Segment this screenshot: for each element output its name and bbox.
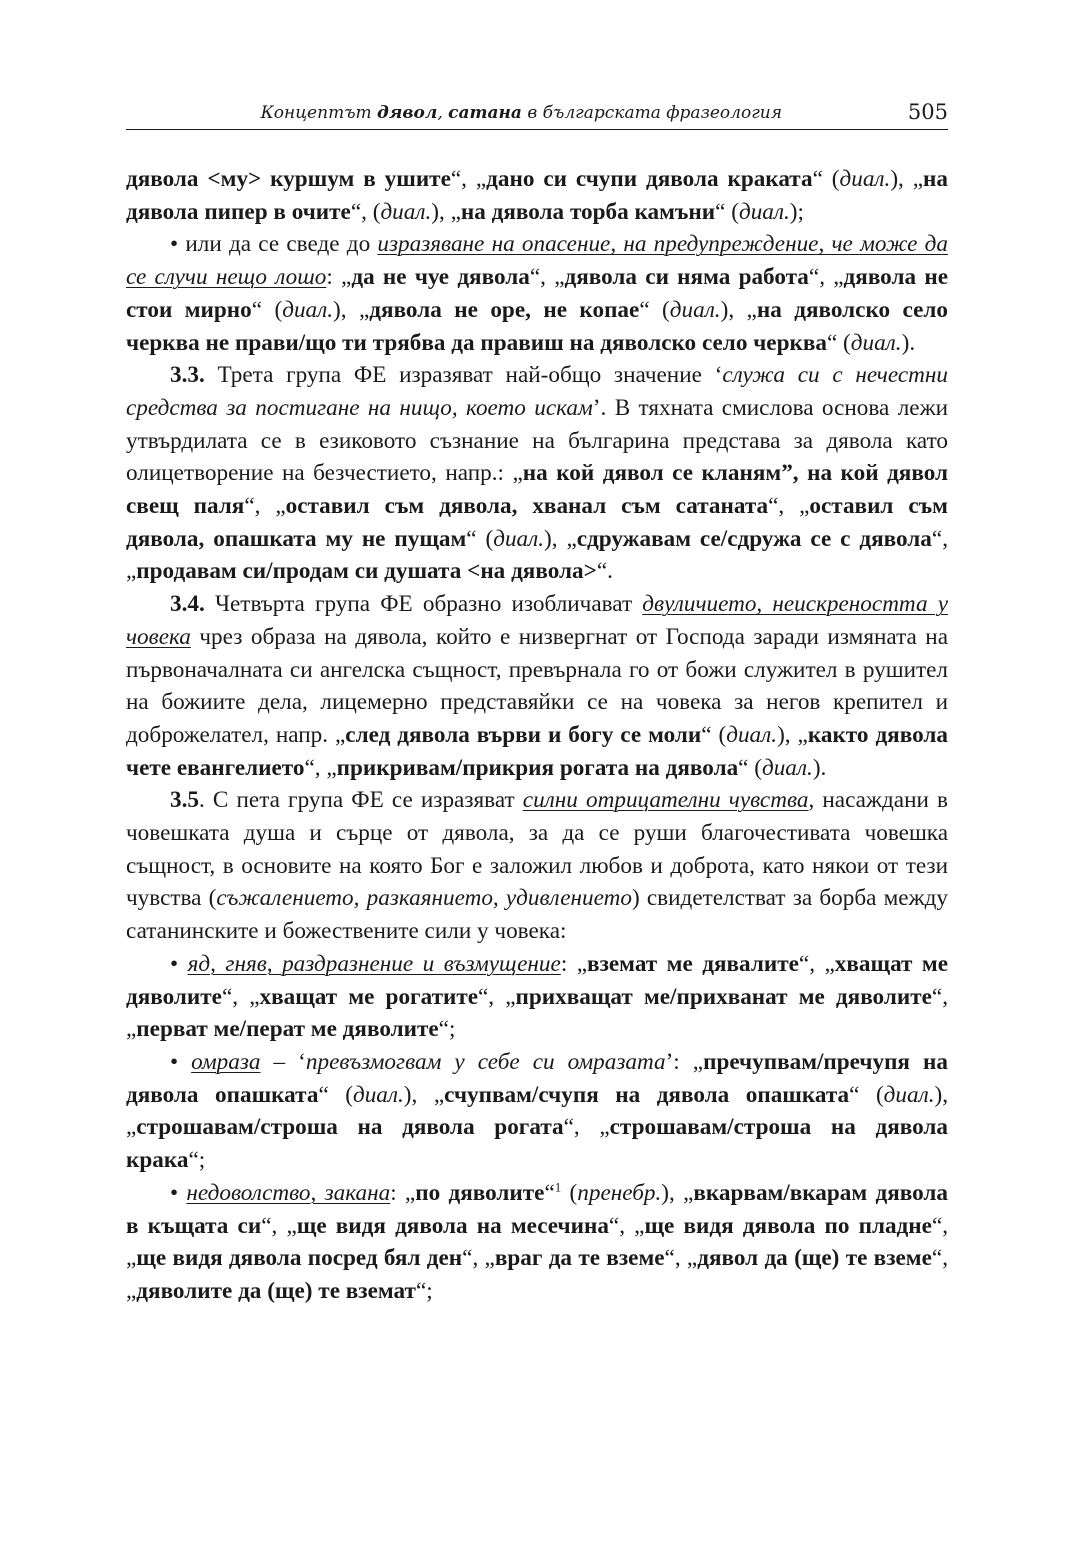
body-text [126, 163, 948, 1308]
label-dial: диал. [738, 198, 790, 225]
phrase: перват ме/перат ме дяволите [136, 1016, 439, 1043]
bullet-anger: • яд, гняв, раздразнение и възмущение: „вземат ме дявалите“, „хващат ме дяволите“, „хващат ме рогатите“, „прихващат ме/прихванат ме дяволите“, „перват ме/перат ме дяволите“; [126, 950, 949, 1043]
underlined-meaning: омраза [191, 1048, 261, 1075]
phrase: продавам си/продам си душата <на дявола> [136, 558, 597, 585]
phrase: ще видя дявола посред бял ден [136, 1245, 463, 1272]
running-title-term: сатана [448, 103, 522, 123]
label-dial: диал. [883, 1081, 935, 1108]
phrase: оставил съм дявола, опашката му не пущам [126, 493, 948, 552]
phrase: дявола не стои мирно [126, 264, 948, 323]
page-number: 505 [907, 100, 948, 124]
section-3-3: 3.3. Трета група ФЕ изразяват най-общо значение ‘служа си с нечестни средства за постигане на нищо, което искам’. В тяхната смислова основа лежи утвърдилата се в езиковото съзнание на българина представа за дявола като олицетворение на безчестието, напр.: „на кой дявол се кланям”, на кой дявол свещ паля“, „оставил съм дявола, хванал съм сатаната“, „оставил съм дявола, опашката му не пущам“ (диал.), „сдружавам се/сдружа се с дявола“, „продавам си/продам си душата <на дявола>“. [126, 362, 948, 585]
phrase: по дяволите [415, 1179, 545, 1206]
section-3-4: 3.4. Четвърта група ФЕ образно изобличават двуличието, неискреността у човека чрез образа на дявола, който е низвергнат от Господа заради измяната на първоначалната си ангелска същност, превърнала го от божи служител в рушител на божиите дела, лицемерно представяйки се на човека за негов крепител и доброжелател, напр. „след дявола върви и богу се моли“ (диал.), „както дявола чете евангелието“, „прикривам/прикрия рогата на дявола“ (диал.). [126, 591, 949, 781]
phrase: дано си счупи дявола краката [486, 166, 813, 192]
phrase: дяволите да (ще) те вземат [136, 1277, 416, 1304]
phrase: вземат ме дявалите [587, 950, 799, 977]
book-page [126, 0, 948, 1550]
underlined-meaning: двуличието, неискреността у човека [126, 591, 949, 650]
phrase: враг да те вземе [494, 1245, 665, 1272]
bullet-discontent: • недоволство, закана: „по дяволите“$^1$ (пренебр.), „вкарвам/вкарам дявола в къщата си“, „ще видя дявола на месечина“, „ще видя дявола по пладне“, „ще видя дявола посред бял ден“, „враг да те вземе“, „дявол да (ще) те вземе“, „дяволите да (ще) те вземат“; [126, 1179, 949, 1304]
label-dial: диал. [380, 198, 432, 225]
phrase: дявола не оре, не копае [369, 296, 640, 323]
phrase: както дявола чете евангелието [126, 721, 948, 781]
phrase: строшавам/строша на дявола крака [126, 1114, 948, 1174]
phrase: вкарвам/вкарам дявола в къщата си [126, 1179, 949, 1239]
section-number: 3.5 [170, 787, 199, 814]
underlined-meaning: изразяване на опасение, на предупреждение, че може да се случи нещо лошо [126, 231, 948, 291]
phrase: счупвам/счупя на дявола опашката [444, 1081, 850, 1108]
section-number: 3.4. [170, 591, 205, 618]
phrase: да не чуе дявола [351, 264, 530, 291]
running-title: Концептът дявол, сатана в българската фразеология [260, 103, 782, 123]
phrase: хващат ме рогатите [259, 983, 478, 1010]
phrase: сдружавам се/сдружа се с дявола [576, 525, 932, 552]
phrase: след дявола върви и богу се моли [345, 721, 702, 748]
bullet-warning: • или да се сведе до изразяване на опасение, на предупреждение, че може да се случи нещо лошо: „да не чуе дявола“, „дявола си няма работа“, „дявола не стои мирно“ (диал.), „дявола не оре, не копае“ (диал.), „на дяволско село черква не прави/що ти трябва да правиш на дяволско село черква“ (диал.). [126, 231, 949, 356]
italic-examples: съжалението, разкаянието, удивлението [216, 885, 632, 912]
phrase: на дяволско село черква не прави/що ти трябва да правиш на дяволско село черква [126, 296, 949, 356]
page-header [126, 101, 948, 130]
label-dial: диал. [669, 296, 721, 323]
phrase: хващат ме дяволите [126, 950, 949, 1010]
phrase: пречупвам/пречупя на дявола опашката [126, 1048, 948, 1108]
phrase: оставил съм дявола, хванал съм сатаната [285, 493, 769, 520]
phrase: дявола <му> куршум в ушите [126, 166, 451, 192]
phrase: на дявола пипер в очите [126, 166, 949, 225]
label-dial: диал. [839, 166, 891, 192]
phrase: на кой дявол се кланям”, на кой дявол свещ паля [126, 460, 948, 520]
label-dial: диал. [493, 525, 545, 552]
meaning-gloss: превъзмогвам у себе си омразата [305, 1048, 666, 1075]
phrase: дявол да (ще) те вземе [697, 1245, 932, 1272]
phrase: строшавам/строша на дявола рогата [136, 1114, 564, 1141]
phrase: дявола си няма работа [564, 264, 809, 291]
phrase: ще видя дявола по пладне [644, 1212, 932, 1239]
label-dial: диал. [850, 329, 902, 356]
section-3-5: 3.5. С пета група ФЕ се изразяват силни отрицателни чувства, насаждани в човешката душа и сърце от дявола, за да се руши благочестивата човешка същност, в основите на която Бог е заложил любов и доброта, като някои от тези чувства (съжалението, разкаянието, удивлението) свидетелстват за борба между сатанинските и божествените сили у човека: [126, 787, 948, 945]
meaning-gloss: служа си с нечестни средства за постигане на нищо, което искам [126, 362, 948, 421]
bullet-hatred: • омраза – ‘превъзмогвам у себе си омразата’: „пречупвам/пречупя на дявола опашката“ (диал.), „счупвам/счупя на дявола опашката“ (диал.), „строшавам/строша на дявола рогата“, „строшавам/строша на дявола крака“; [126, 1048, 949, 1174]
phrase: на дявола торба камъни [460, 198, 716, 225]
section-number: 3.3. [170, 362, 205, 389]
running-title-term: дявол [377, 103, 438, 123]
footnote-ref: 1 [554, 1179, 562, 1195]
label-dial: диал. [726, 721, 778, 748]
label-prenebr: пренебр. [577, 1179, 662, 1206]
label-dial: диал. [352, 1081, 404, 1108]
phrase: прихващат ме/прихванат ме дяволите [515, 983, 932, 1010]
underlined-meaning: силни отрицателни чувства [522, 787, 809, 814]
underlined-meaning: яд, гняв, раздразнение и възмущение [187, 950, 561, 977]
label-dial: диал. [761, 754, 813, 781]
phrase: ще видя дявола на месечина [296, 1212, 609, 1239]
label-dial: диал. [282, 296, 334, 323]
underlined-meaning: недоволство, закана [186, 1179, 391, 1206]
paragraph-continuation: дявола <му> куршум в ушите“, „дано си счупи дявола краката“ (диал.), „на дявола пипер в очите“, (диал.), „на дявола торба камъни“ (диал.); [126, 166, 949, 225]
phrase: прикривам/прикрия рогата на дявола [336, 754, 739, 781]
